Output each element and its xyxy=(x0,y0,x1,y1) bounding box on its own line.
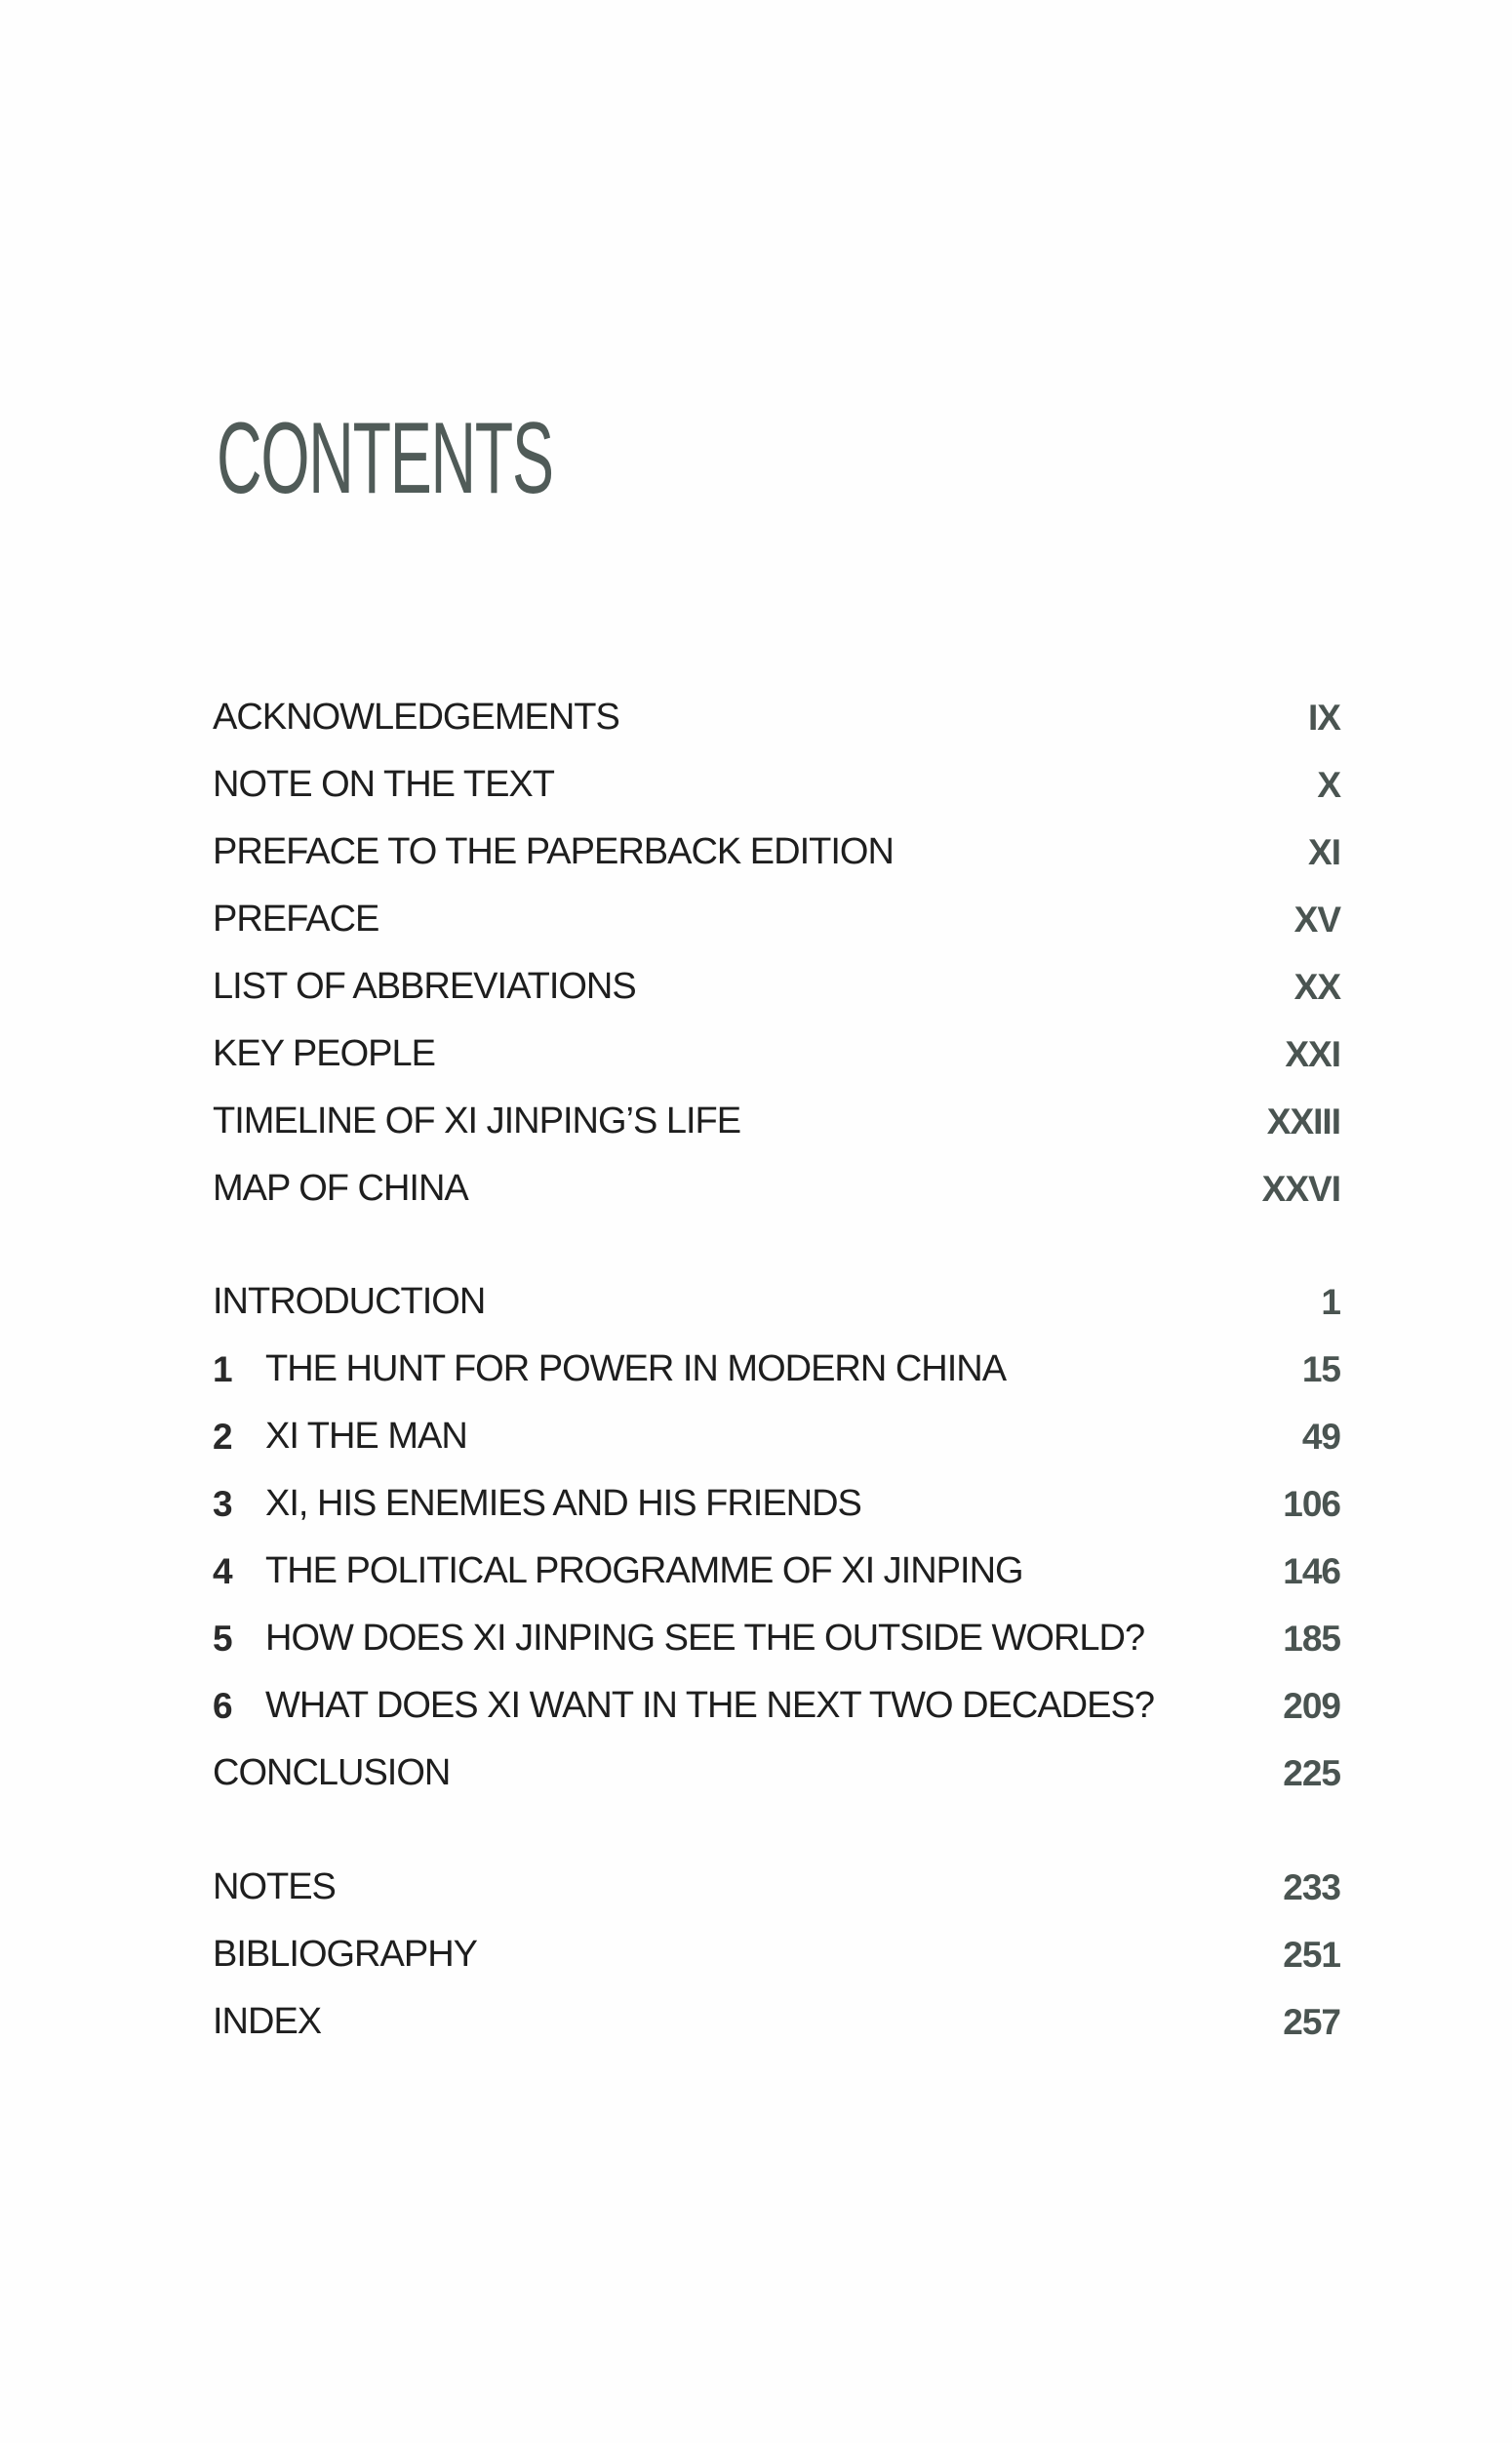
toc-entry[interactable] xyxy=(0,684,1512,751)
page-number: 106 xyxy=(1283,1484,1340,1524)
entry-label: TIMELINE OF XI JINPING’S LIFE xyxy=(213,1101,741,1141)
entry-label: MAP OF CHINA xyxy=(213,1168,468,1209)
toc-entry[interactable] xyxy=(0,1470,1512,1538)
toc-entry[interactable] xyxy=(0,1268,1512,1336)
toc-entry[interactable] xyxy=(0,953,1512,1021)
page-number: 251 xyxy=(1283,1935,1340,1975)
chapter-number: 4 xyxy=(213,1551,233,1591)
page-number: 15 xyxy=(1301,1349,1340,1389)
entry-label: PREFACE xyxy=(213,899,379,940)
entry-label: BIBLIOGRAPHY xyxy=(213,1934,477,1975)
page-number: IX xyxy=(1308,698,1340,738)
chapters-list xyxy=(0,1268,1512,1807)
chapter-number: 6 xyxy=(213,1686,233,1726)
entry-label: HOW DOES XI JINPING SEE THE OUTSIDE WORLD? xyxy=(265,1618,1145,1659)
toc-entry[interactable] xyxy=(0,819,1512,886)
entry-label: PREFACE TO THE PAPERBACK EDITION xyxy=(213,831,894,872)
toc-entry[interactable] xyxy=(0,1672,1512,1740)
entry-label: INDEX xyxy=(213,2001,322,2042)
entry-label: ACKNOWLEDGEMENTS xyxy=(213,697,619,738)
entry-label: NOTE ON THE TEXT xyxy=(213,764,554,805)
toc-entry[interactable] xyxy=(0,1088,1512,1155)
page-number: XXI xyxy=(1285,1034,1340,1074)
entry-label: CONCLUSION xyxy=(213,1752,451,1793)
chapter-number: 3 xyxy=(213,1484,233,1524)
entry-label: XI THE MAN xyxy=(265,1416,467,1457)
toc-entry[interactable] xyxy=(0,1021,1512,1088)
page-title: CONTENTS xyxy=(217,402,553,515)
page-number: 1 xyxy=(1321,1282,1340,1322)
toc-entry[interactable] xyxy=(0,1538,1512,1605)
chapter-number: 5 xyxy=(213,1619,233,1659)
page-number: 146 xyxy=(1283,1551,1340,1591)
back-matter-list xyxy=(0,1854,1512,2056)
page-number: XXVI xyxy=(1261,1169,1340,1209)
toc-entry[interactable] xyxy=(0,886,1512,953)
page-number: XXIII xyxy=(1266,1101,1340,1141)
entry-label: KEY PEOPLE xyxy=(213,1033,435,1074)
page-number: X xyxy=(1317,765,1340,805)
page-number: 49 xyxy=(1301,1417,1340,1457)
toc-entry[interactable] xyxy=(0,751,1512,819)
page-number: 257 xyxy=(1283,2002,1340,2042)
chapter-number: 1 xyxy=(213,1349,233,1389)
entry-label: THE HUNT FOR POWER IN MODERN CHINA xyxy=(265,1348,1007,1389)
toc-entry[interactable] xyxy=(0,1403,1512,1470)
entry-label: INTRODUCTION xyxy=(213,1281,486,1322)
entry-label: XI, HIS ENEMIES AND HIS FRIENDS xyxy=(265,1483,861,1524)
front-matter-list xyxy=(0,684,1512,1222)
toc-entry[interactable] xyxy=(0,1605,1512,1672)
toc-entry[interactable] xyxy=(0,1988,1512,2056)
toc-entry[interactable] xyxy=(0,1740,1512,1807)
page-number: 209 xyxy=(1283,1686,1340,1726)
toc-entry[interactable] xyxy=(0,1155,1512,1222)
entry-label: WHAT DOES XI WANT IN THE NEXT TWO DECADES? xyxy=(265,1685,1154,1726)
page-number: 185 xyxy=(1283,1619,1340,1659)
entry-label: NOTES xyxy=(213,1866,336,1907)
toc-entry[interactable] xyxy=(0,1854,1512,1921)
entry-label: LIST OF ABBREVIATIONS xyxy=(213,966,636,1007)
toc-entry[interactable] xyxy=(0,1336,1512,1403)
page-number: 233 xyxy=(1283,1867,1340,1907)
toc-entry[interactable] xyxy=(0,1921,1512,1988)
page-number: 225 xyxy=(1283,1753,1340,1793)
entry-label: THE POLITICAL PROGRAMME OF XI JINPING xyxy=(265,1550,1023,1591)
page-number: XI xyxy=(1308,832,1340,872)
page-number: XX xyxy=(1293,967,1340,1007)
page-number: XV xyxy=(1293,900,1340,940)
chapter-number: 2 xyxy=(213,1417,233,1457)
